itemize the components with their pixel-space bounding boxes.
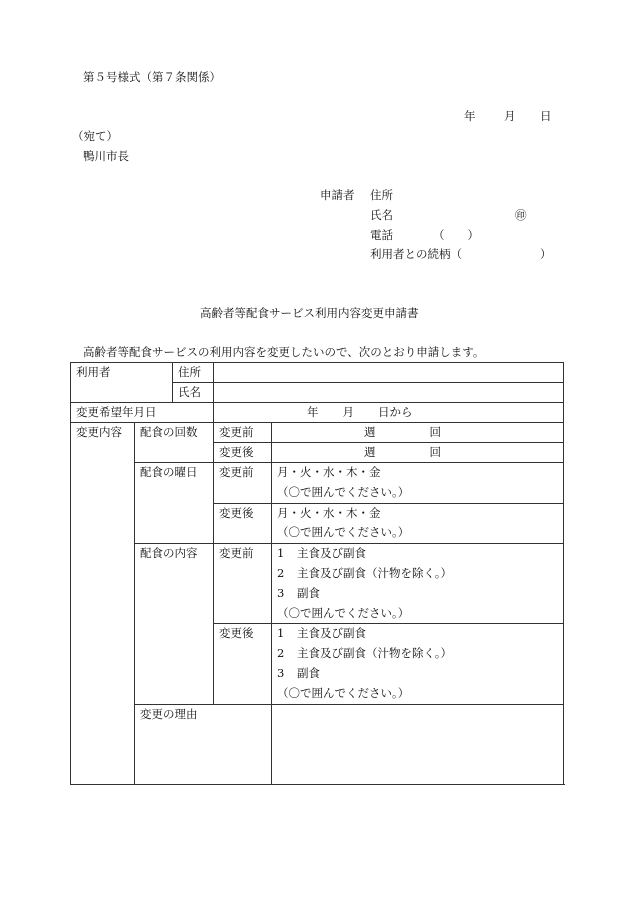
frequency-label-cell — [135, 423, 214, 463]
user-label: 利用者 — [76, 365, 111, 379]
change-date-field[interactable] — [214, 403, 564, 423]
weekday-before-options: 月・火・水・木・金 — [277, 465, 381, 479]
user-address-label: 住所 — [178, 365, 201, 379]
frequency-before-label: 変更前 — [219, 425, 254, 439]
frequency-before-field[interactable] — [272, 423, 564, 443]
meal-before-label-cell — [214, 544, 272, 624]
reason-label-cell — [135, 704, 272, 784]
applicant-relation-label: 利用者との続柄（ — [370, 247, 462, 261]
frequency-label: 配食の回数 — [140, 425, 198, 439]
meal-before-option-1: 1 主食及び副食 — [277, 546, 366, 561]
frequency-after-week: 週 — [364, 445, 376, 459]
meal-before-label: 変更前 — [219, 546, 254, 561]
weekday-before-field[interactable] — [272, 463, 564, 504]
frequency-after-times: 回 — [429, 445, 441, 459]
meal-before-option-3: 3 副食 — [277, 585, 320, 600]
intro-text: 高齢者等配食サービスの利用内容を変更したいので、次のとおり申請します。 — [83, 345, 485, 359]
frequency-before-times: 回 — [429, 425, 441, 439]
change-date-label: 変更希望年月日 — [76, 405, 157, 419]
applicant-label: 申請者 — [320, 188, 355, 202]
change-date-year: 年 — [307, 405, 319, 419]
weekday-label-cell — [135, 463, 214, 544]
application-table — [70, 362, 564, 785]
weekday-after-note: （〇で囲んでください。） — [277, 525, 410, 540]
meal-after-option-3: 3 副食 — [277, 665, 320, 680]
frequency-before-label-cell — [214, 423, 272, 443]
meal-label-cell — [135, 544, 214, 704]
applicant-address-label: 住所 — [370, 188, 393, 202]
meal-before-option-2: 2 主食及び副食（汁物を除く。） — [277, 565, 453, 580]
frequency-after-label: 変更後 — [219, 445, 254, 459]
applicant-name-label: 氏名 — [370, 208, 393, 222]
user-name-field[interactable] — [214, 383, 564, 403]
reason-label: 変更の理由 — [140, 706, 198, 721]
user-name-label-cell — [173, 383, 214, 403]
addressee-prefix: （宛て） — [72, 129, 118, 143]
date-month-label: 月 — [504, 109, 516, 123]
applicant-phone-parens: （ ） — [433, 228, 479, 242]
user-address-field[interactable] — [214, 363, 564, 383]
user-name-label: 氏名 — [178, 385, 201, 399]
weekday-after-label-cell — [214, 503, 272, 544]
meal-after-option-1: 1 主食及び副食 — [277, 626, 366, 641]
meal-after-note: （〇で囲んでください。） — [277, 685, 410, 700]
meal-before-note: （〇で囲んでください。） — [277, 605, 410, 620]
frequency-after-field[interactable] — [272, 443, 564, 463]
seal-mark: ㊞ — [515, 208, 527, 222]
applicant-relation-close: ） — [540, 247, 552, 261]
weekday-after-label: 変更後 — [219, 505, 254, 520]
user-label-cell — [71, 363, 173, 403]
change-content-label-cell — [71, 423, 135, 785]
addressee: 鴨川市長 — [83, 149, 129, 163]
weekday-after-field[interactable] — [272, 503, 564, 544]
user-address-label-cell — [173, 363, 214, 383]
meal-label: 配食の内容 — [140, 546, 198, 561]
meal-before-field[interactable] — [272, 544, 564, 624]
reason-field[interactable] — [272, 704, 564, 784]
weekday-before-note: （〇で囲んでください。） — [277, 484, 410, 499]
frequency-before-week: 週 — [364, 425, 376, 439]
applicant-phone-label: 電話 — [370, 228, 393, 242]
form-number: 第５号様式（第７条関係） — [83, 70, 221, 84]
weekday-before-label-cell — [214, 463, 272, 504]
weekday-after-options: 月・火・水・木・金 — [277, 505, 381, 520]
meal-after-field[interactable] — [272, 624, 564, 704]
date-year-label: 年 — [464, 109, 476, 123]
document-title: 高齢者等配食サービス利用内容変更申請書 — [200, 306, 419, 320]
weekday-before-label: 変更前 — [219, 465, 254, 479]
meal-after-option-2: 2 主食及び副食（汁物を除く。） — [277, 646, 453, 661]
change-date-label-cell — [71, 403, 214, 423]
meal-after-label-cell — [214, 624, 272, 704]
meal-after-label: 変更後 — [219, 626, 254, 641]
weekday-label: 配食の曜日 — [140, 465, 198, 479]
change-date-suffix: 日から — [378, 405, 413, 419]
change-date-month: 月 — [342, 405, 354, 419]
change-content-label: 変更内容 — [76, 425, 122, 439]
frequency-after-label-cell — [214, 443, 272, 463]
date-day-label: 日 — [540, 109, 552, 123]
